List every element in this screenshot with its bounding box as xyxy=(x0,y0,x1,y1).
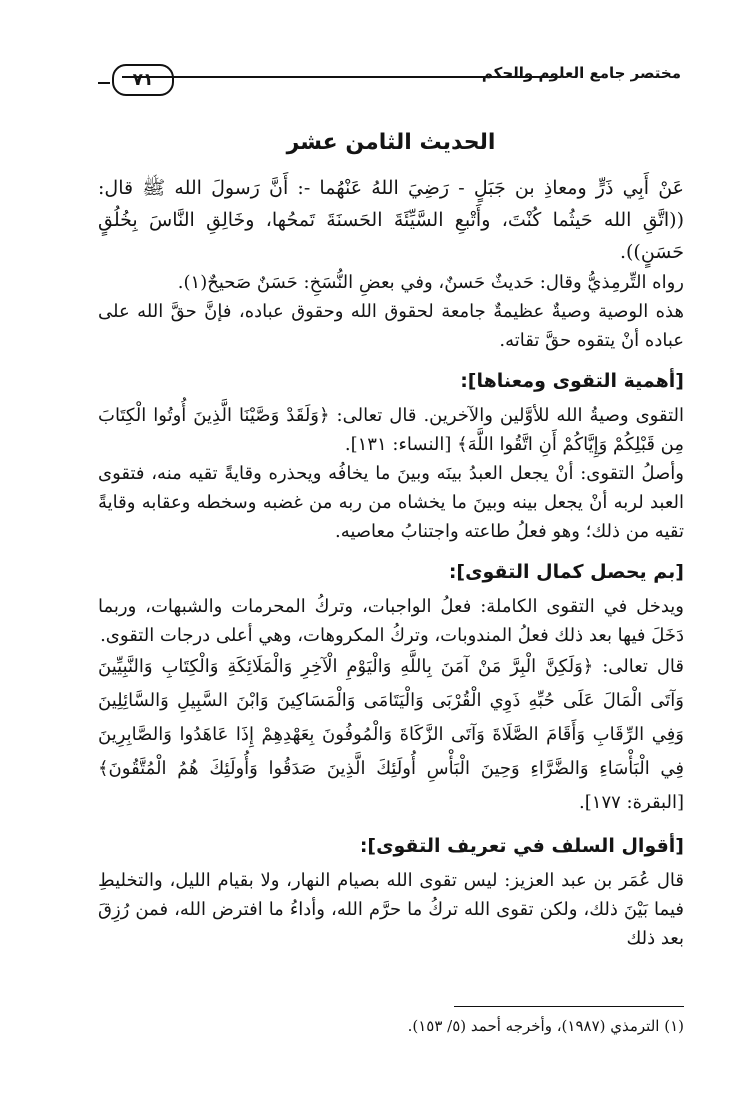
section-heading: [أقوال السلف في تعريف التقوى]: xyxy=(359,835,684,857)
running-head-title: مختصر جامع العلوم والحكم xyxy=(481,64,681,82)
footnotes xyxy=(98,1006,684,1037)
hadith-commentary: هذه الوصية وصيةٌ عظيمةٌ جامعة لحقوق الله وحقوق عباده، فإنَّ حقَّ الله على عباده أنْ يتقوه حقَّ تقاته. xyxy=(98,301,684,351)
paragraph: ويدخل في التقوى الكاملة: فعلُ الواجبات، وتركُ المحرمات والشبهات، وربما دَخَلَ فيها بعد ذلك فعلُ المندوبات، وتركُ المكروهات، وهي أعلى درجات التقوى. xyxy=(98,596,684,646)
paragraph: التقوى وصيةُ الله للأوَّلين والآخرين. قال تعالى: ﴿وَلَقَدْ وَصَّيْنَا الَّذِينَ أُوتُوا الْكِتَابَ مِن قَبْلِكُمْ وَإِيَّاكُمْ أَنِ اتَّقُوا اللَّهَ﴾ [النساء: ١٣١]. xyxy=(98,405,684,455)
main-text xyxy=(98,120,684,953)
hadith-title: الحديث الثامن عشر xyxy=(286,130,496,155)
paragraph: قال عُمَر بن عبد العزيز: ليس تقوى الله بصيام النهار، ولا بقيام الليل، والتخليطِ فيما بَيْنَ ذلك، ولكن تقوى الله تركُ ما حرَّم الله، وأداءُ ما افترض الله، فمن رُزِقَ بعد ذلك xyxy=(98,870,684,949)
hadith-narration: رواه التِّرمِذيُّ وقال: حَديثٌ حَسنٌ، وفي بعضِ النُّسَخِ: حَسَنٌ صَحيحٌ(١). xyxy=(177,272,684,293)
page-header xyxy=(96,62,682,102)
quran-verse: قال تعالى: ﴿وَلَكِنَّ الْبِرَّ مَنْ آمَنَ بِاللَّهِ وَالْيَوْمِ الْآخِرِ وَالْمَلَائِكَةِ وَالْكِتَابِ وَالنَّبِيِّينَ وَآتَى الْمَالَ عَلَى حُبِّهِ ذَوِي الْقُرْبَى وَالْيَتَامَى وَالْمَسَاكِينَ وَابْنَ السَّبِيلِ وَالسَّائِلِينَ وَفِي الرِّقَابِ وَأَقَامَ الصَّلَاةَ وَآتَى الزَّكَاةَ وَالْمُوفُونَ بِعَهْدِهِمْ إِذَا عَاهَدُوا وَالصَّابِرِينَ فِي الْبَأْسَاءِ وَالضَّرَّاءِ وَحِينَ الْبَأْسِ أُولَئِكَ الَّذِينَ صَدَقُوا وَأُولَئِكَ هُمُ الْمُتَّقُونَ﴾ [البقرة: ١٧٧]. xyxy=(98,656,684,813)
paragraph: وأصلُ التقوى: أنْ يجعل العبدُ بينَه وبينَ ما يخافُه ويحذره وقايةً تقيه منه، فتقوى العبد لربه أنْ يجعل بينه وبينَ ما يخشاه من ربه من غضبه وسخطه وعقابه وقايةً تقيه من ذلك؛ وهو فعلُ طاعته واجتنابُ معاصيه. xyxy=(98,463,684,542)
page-number: ٧١ xyxy=(112,64,174,96)
footnote-rule xyxy=(454,1006,684,1007)
section-heading: [أهمية التقوى ومعناها]: xyxy=(460,370,684,392)
footnote: (١) الترمذي (١٩٨٧)، وأخرجه أحمد (٥/ ١٥٣). xyxy=(407,1017,684,1035)
section-heading: [بم يحصل كمال التقوى]: xyxy=(448,561,684,583)
hadith-text: عَنْ أَبِي ذَرٍّ ومعاذِ بن جَبَلٍ - رَضِيَ اللهُ عَنْهُما -: أَنَّ رَسولَ الله ﷺ قال: ((اتَّقِ الله حَيثُما كُنْتَ، وأَتْبعِ السَّيِّئَةَ الحَسنَةَ تَمحُها، وخَالِقِ النَّاسَ بِخُلُقٍ حَسَنٍ)). xyxy=(98,177,684,263)
